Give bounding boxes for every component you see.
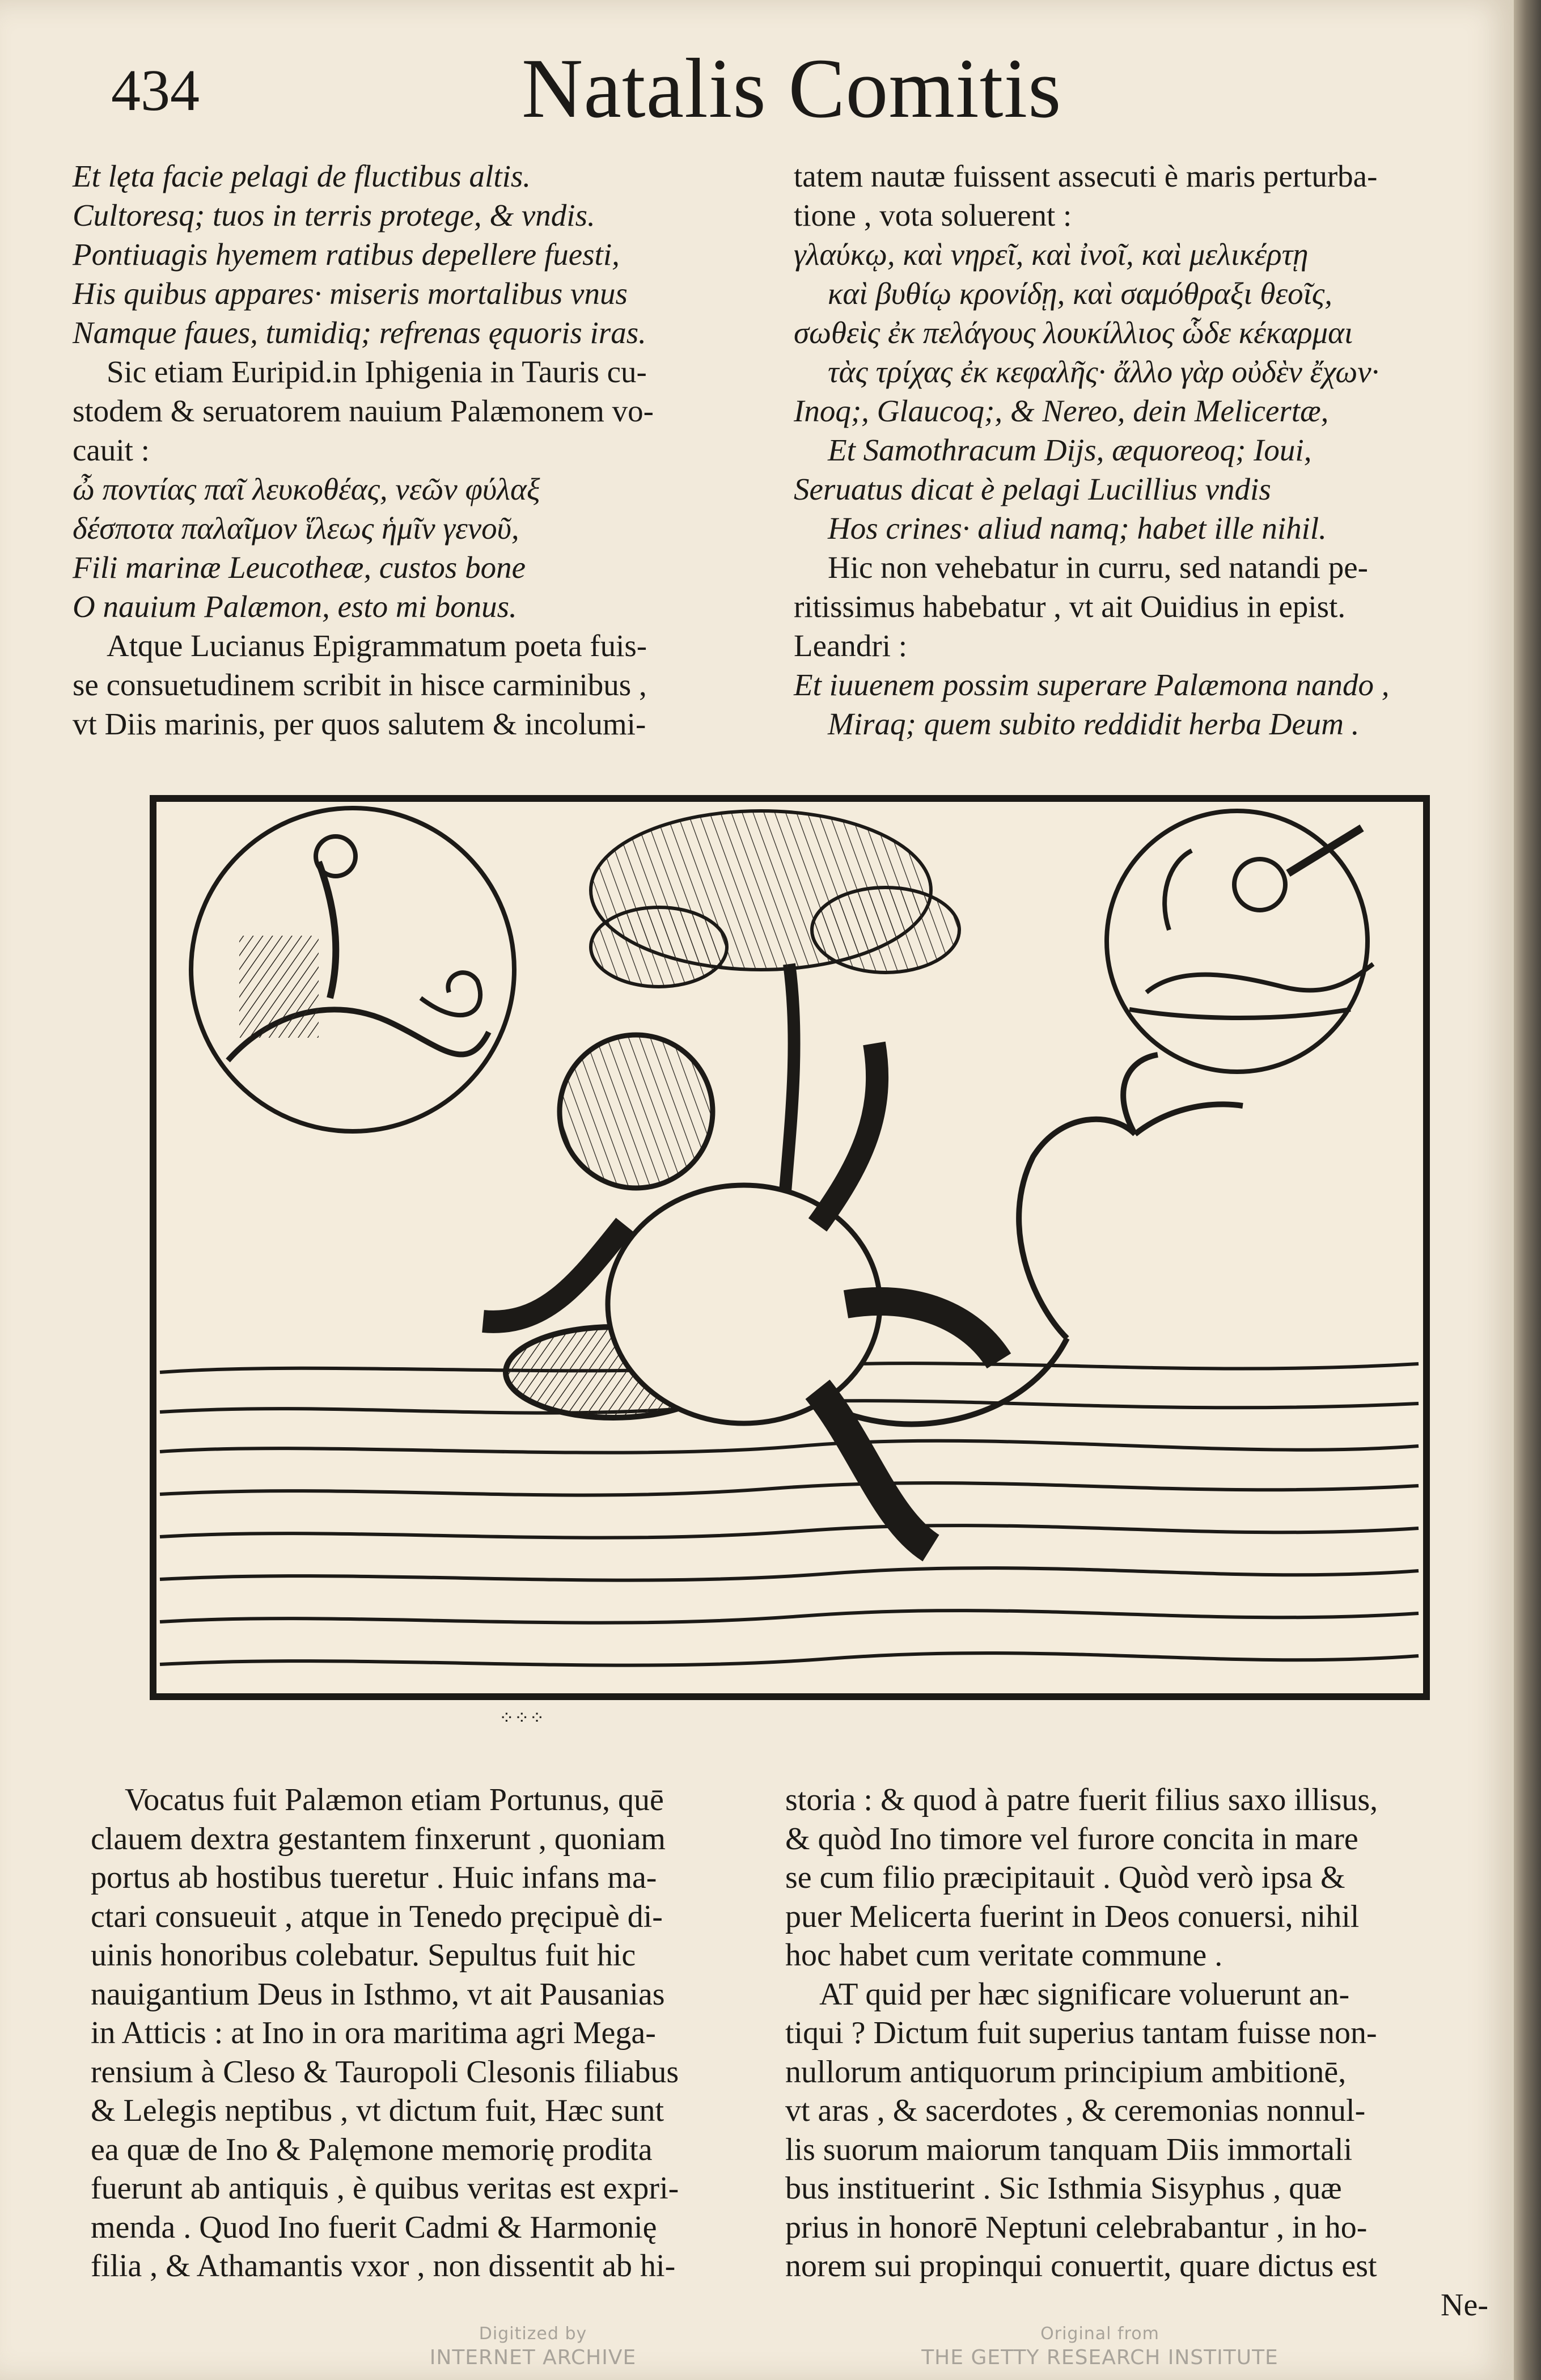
text-line: storia : & quod à patre fuerit filius saxo illisus, [785,1782,1378,1817]
text-line: filia , & Athamantis vxor , non dissentit ab hi- [91,2248,676,2284]
text-line: prius in honorē Neptuni celebrabantur , in ho- [785,2209,1368,2245]
text-line: Miraq; quem subito reddidit herba Deum . [828,707,1360,741]
original-from-label: Original from [1040,2324,1159,2344]
digitized-by-label: Digitized by [479,2324,587,2344]
text-line: vt Diis marinis, per quos salutem & incolumi- [73,707,646,741]
text-line: δέσποτα παλαῖμον ἵλεως ἡμῖν γενοῦ, [73,511,519,546]
page-edge [1514,0,1541,2380]
text-line: menda . Quod Ino fuerit Cadmi & Harmonię [91,2209,657,2245]
text-line: bus instituerint . Sic Isthmia Sisyphus , quæ [785,2171,1342,2206]
text-line: Inoq;, Glaucoq;, & Nereo, dein Melicertæ, [794,394,1329,428]
text-line: Namque faues, tumidiq; refrenas ęquoris iras. [73,315,646,350]
text-line: γλαύκῳ, καὶ νηρεῖ, καὶ ἰνοῖ, καὶ μελικέρτῃ [794,237,1309,272]
text-line: Vocatus fuit Palæmon etiam Portunus, quē [125,1782,664,1817]
text-line: ctari consueuit , atque in Tenedo pręcipuè di- [91,1899,663,1934]
text-line: Seruatus dicat è pelagi Lucillius vndis [794,472,1271,506]
text-line: clauem dextra gestantem finxerunt , quoniam [91,1821,666,1857]
text-line: rensium à Cleso & Tauropoli Clesonis filiabus [91,2054,679,2090]
text-line: tione , vota soluerent : [794,198,1072,232]
text-line: tatem nautæ fuissent assecuti è maris perturba- [794,159,1378,193]
text-line: Et iuuenem possim superare Palæmona nando , [794,667,1390,702]
text-line: Et lęta facie pelagi de fluctibus altis. [73,159,531,193]
getty-label: THE GETTY RESEARCH INSTITUTE [921,2346,1278,2369]
original-from-credit [873,2322,1327,2370]
text-line: Sic etiam Euripid.in Iphigenia in Tauris cu- [107,354,647,389]
running-title: Natalis Comitis [522,41,1062,136]
text-line: puer Melicerta fuerint in Deos conuersi, nihil [785,1899,1360,1934]
digitized-by-credit [335,2322,731,2370]
text-line: portus ab hostibus tueretur . Huic infans ma- [91,1860,657,1895]
text-line: norem sui propinqui conuertit, quare dictus est [785,2248,1377,2284]
text-line: σωθεὶς ἐκ πελάγους λουκίλλιος ὧδε κέκαρμαι [794,315,1353,350]
page-number: 434 [111,58,200,123]
text-line: AT quid per hæc significare voluerunt an- [819,1976,1350,2012]
signature-mark: ⁘⁘⁘ [499,1707,545,1728]
text-line: uinis honoribus colebatur. Sepultus fuit hic [91,1938,636,1973]
text-line: Cultoresq; tuos in terris protege, & vndis. [73,198,595,232]
text-line: se cum filio præcipitauit . Quòd verò ipsa & [785,1860,1345,1895]
text-line: & Lelegis neptibus , vt dictum fuit, Hæc sunt [91,2093,664,2128]
text-line: stodem & seruatorem nauium Palæmonem vo- [73,394,654,428]
text-line: τὰς τρίχας ἐκ κεφαλῆς· ἄλλο γὰρ οὐδὲν ἔχων· [828,354,1379,389]
text-line: ὦ ποντίας παῖ λευκοθέας, νεῶν φύλαξ [73,472,540,506]
text-line: Fili marinæ Leucotheæ, custos bone [73,550,526,585]
text-line: Hos crines· aliud namq; habet ille nihil. [828,511,1327,546]
text-line: nauigantium Deus in Isthmo, vt ait Pausanias [91,1976,665,2012]
text-line: cauit : [73,433,150,467]
text-line: His quibus appares· miseris mortalibus vnus [73,276,628,311]
lower-left-column [91,1781,754,2286]
text-line: ritissimus habebatur , vt ait Ouidius in epist. [794,589,1346,624]
text-line: Ne- [1441,2287,1488,2323]
text-line: hoc habet cum veritate commune . [785,1938,1223,1973]
woodcut-illustration [149,794,1431,1701]
text-line: tiqui ? Dictum fuit superius tantam fuisse non- [785,2015,1377,2051]
text-line: Hic non vehebatur in curru, sed natandi pe- [828,550,1368,585]
text-line: in Atticis : at Ino in ora maritima agri Mega- [91,2015,656,2051]
text-line: fuerunt ab antiquis , è quibus veritas est expri- [91,2171,679,2206]
text-line: vt aras , & sacerdotes , & ceremonias nonnul- [785,2093,1366,2128]
text-line: & quòd Ino timore vel furore concita in mare [785,1821,1358,1857]
text-line: se consuetudinem scribit in hisce carminibus , [73,667,647,702]
text-line: Leandri : [794,628,908,663]
upper-right-column [794,157,1485,743]
text-line: ea quæ de Ino & Palęmone memorię prodita [91,2132,653,2167]
text-line: Et Samothracum Dijs, æquoreoq; Ioui, [828,433,1312,467]
text-line: καὶ βυθίῳ κρονίδῃ, καὶ σαμόθραξι θεοῖς, [828,276,1332,311]
text-line: lis suorum maiorum tanquam Diis immortali [785,2132,1353,2167]
text-line: O nauium Palæmon, esto mi bonus. [73,589,517,624]
text-line: nullorum antiquorum principium ambitionē, [785,2054,1347,2090]
text-line: Pontiuagis hyemem ratibus depellere fuesti, [73,237,620,272]
text-line: Atque Lucianus Epigrammatum poeta fuis- [107,628,647,663]
lower-right-column [785,1781,1488,2324]
upper-left-column [73,157,759,743]
internet-archive-label: INTERNET ARCHIVE [429,2346,637,2369]
